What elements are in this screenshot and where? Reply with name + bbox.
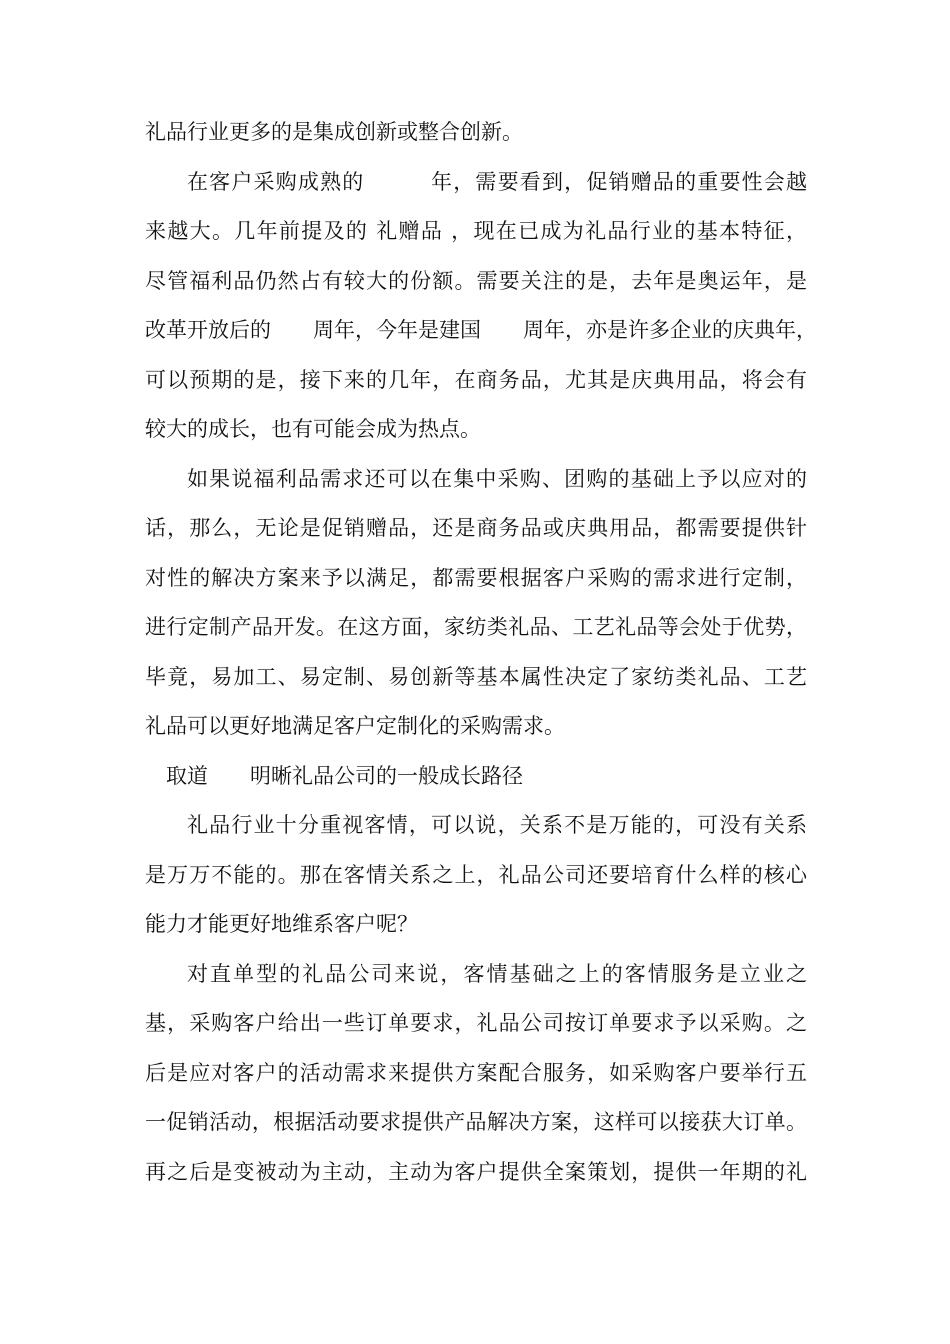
paragraph-start-line: 在客户采购成熟的 年，需要看到，促销赠品的重要性会越 [187, 169, 807, 194]
text-line: 进行定制产品开发。在这方面，家纺类礼品、工艺礼品等会处于优势， [145, 615, 807, 639]
text-line: 礼品行业更多的是集成创新或整合创新。 [145, 120, 523, 144]
text-line: 改革开放后的 周年，今年是建国 周年，亦是许多企业的庆典年， [145, 318, 817, 342]
text-line: 后是应对客户的活动需求来提供方案配合服务，如采购客户要举行五 [145, 1060, 807, 1085]
document-body [145, 108, 817, 1197]
text-line: 较大的成长，也有可能会成为热点。 [145, 417, 481, 441]
text-line: 话，那么，无论是促销赠品，还是商务品或庆典用品，都需要提供针 [145, 516, 807, 540]
paragraph-start-line: 礼品行业十分重视客情，可以说，关系不是万能的，可没有关系 [187, 813, 807, 837]
text-line: 毕竟，易加工、易定制、易创新等基本属性决定了家纺类礼品、工艺 [145, 664, 807, 689]
text-line: 一促销活动，根据活动要求提供产品解决方案，这样可以接获大订单。 [145, 1110, 807, 1134]
text-line: 尽管福利品仍然占有较大的份额。需要关注的是，去年是奥运年，是 [145, 268, 807, 293]
section-heading: 取道 明晰礼品公司的一般成长路径 [166, 763, 523, 788]
paragraph-start-line: 对直单型的礼品公司来说，客情基础之上的客情服务是立业之 [187, 961, 807, 986]
text-line: 来越大。几年前提及的 礼赠品 ，现在已成为礼品行业的基本特征， [145, 219, 807, 243]
text-line: 能力才能更好地维系客户呢？ [145, 912, 418, 936]
paragraph-start-line: 如果说福利品需求还可以在集中采购、团购的基础上予以应对的 [187, 466, 807, 491]
text-line: 可以预期的是，接下来的几年，在商务品，尤其是庆典用品，将会有 [145, 367, 807, 392]
text-line: 再之后是变被动为主动，主动为客户提供全案策划，提供一年期的礼 [145, 1159, 807, 1184]
text-line: 对性的解决方案来予以满足，都需要根据客户采购的需求进行定制， [145, 565, 807, 590]
text-line: 是万万不能的。那在客情关系之上，礼品公司还要培育什么样的核心 [145, 862, 807, 887]
text-line: 基，采购客户给出一些订单要求，礼品公司按订单要求予以采购。之 [145, 1011, 807, 1035]
text-line: 礼品可以更好地满足客户定制化的采购需求。 [145, 714, 565, 738]
